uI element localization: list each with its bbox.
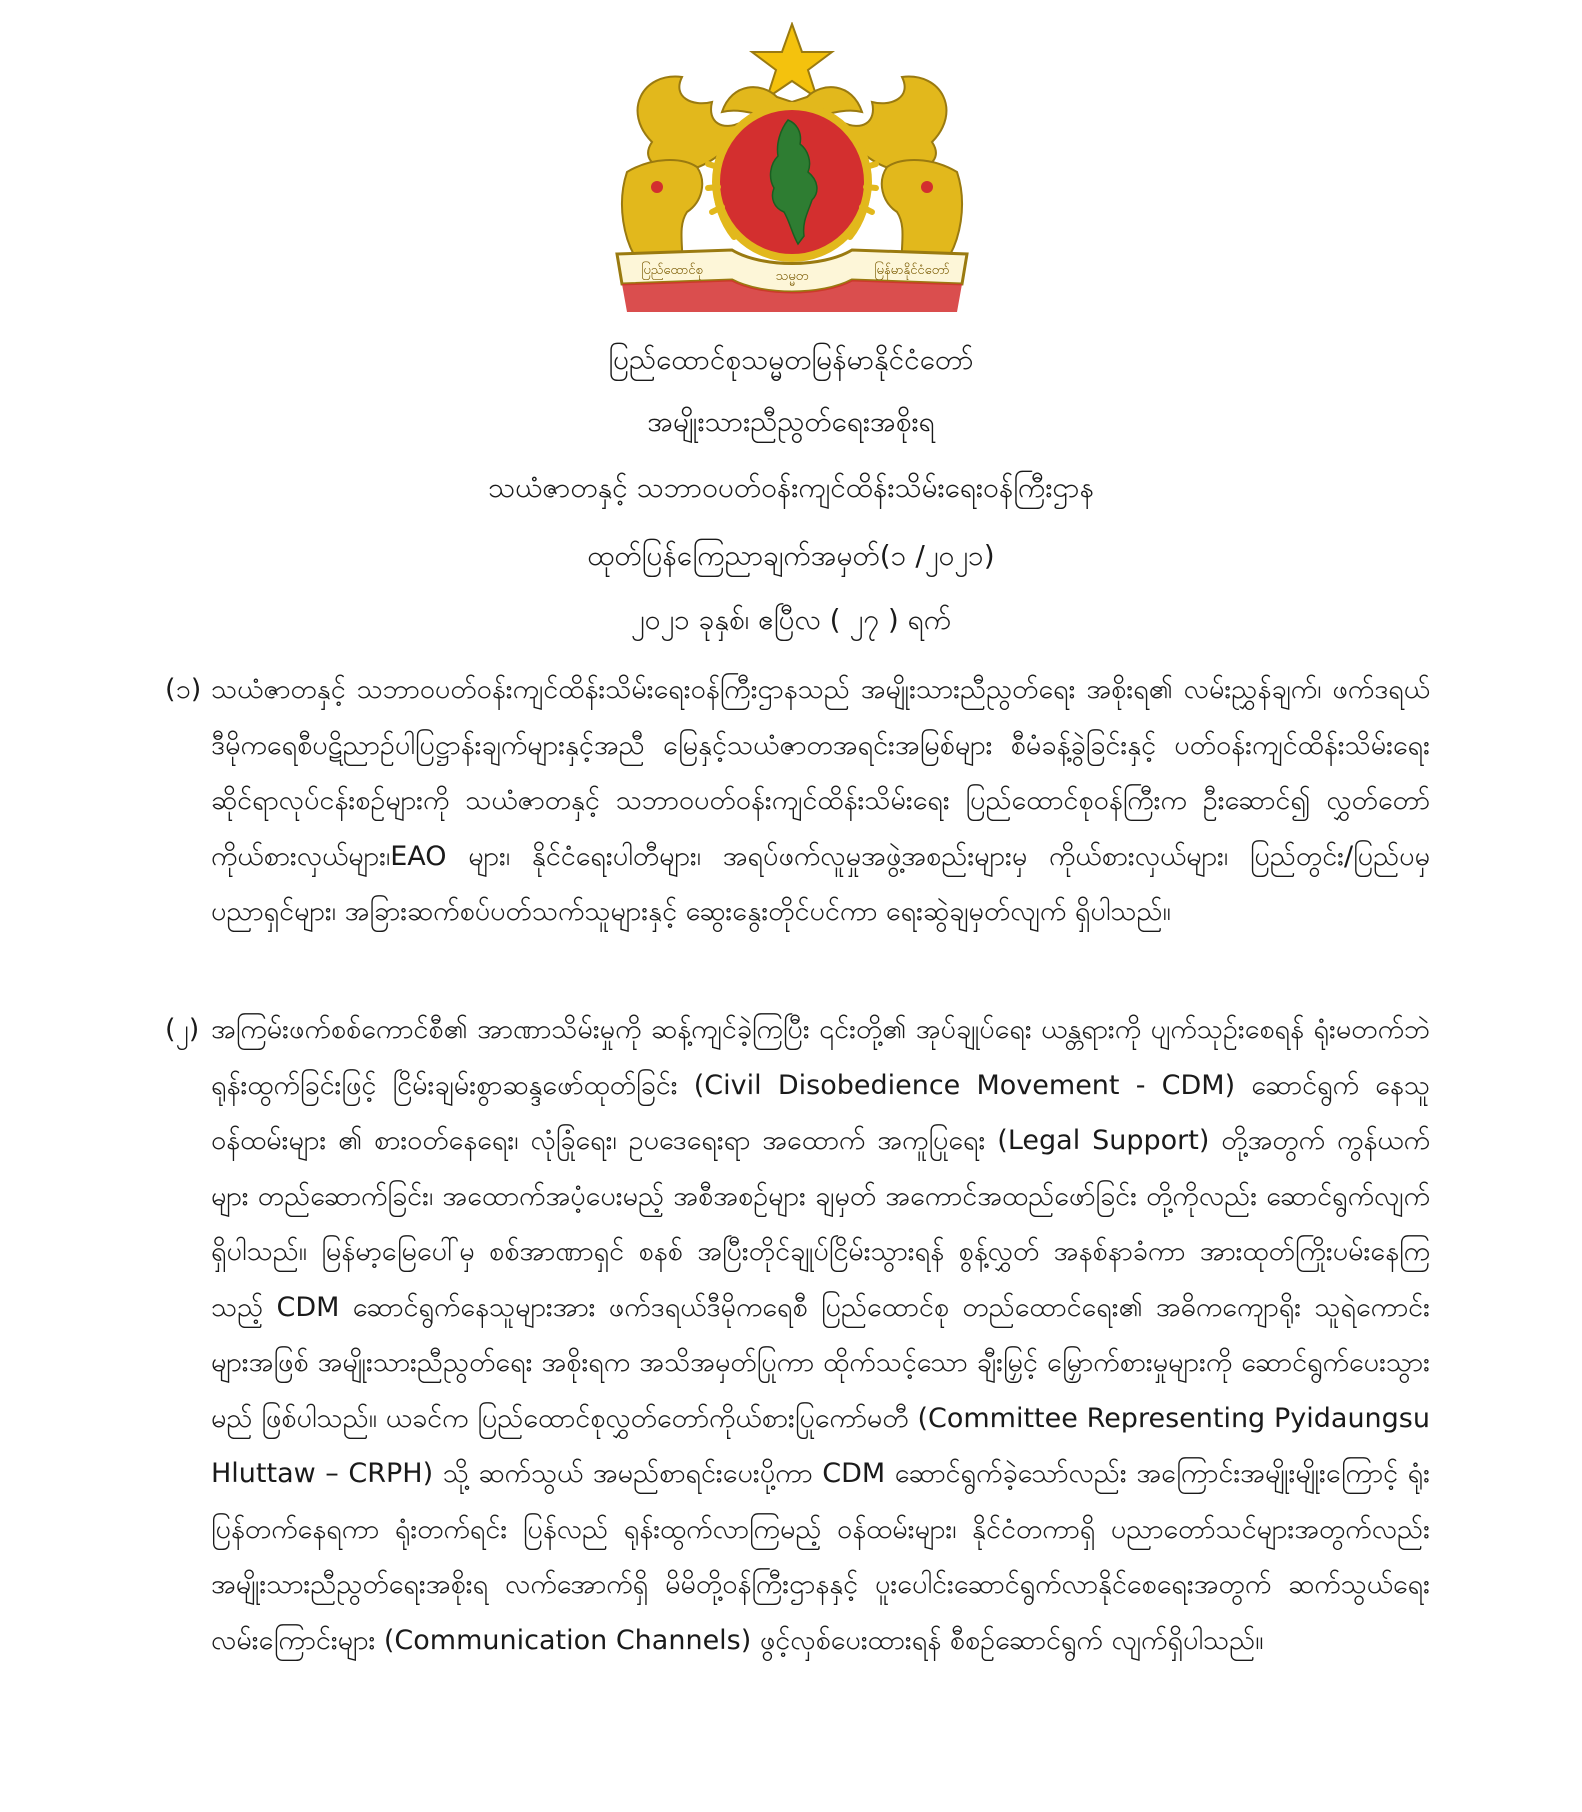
ribbon-right-text: မြန်မာနိုင်ငံတော် <box>874 263 950 278</box>
ministry-name-heading: သယံဇာတနှင့် သဘာဝပတ်ဝန်းကျင်ထိန်းသိမ်းရေးဝန်ကြီးဌာန <box>488 471 1094 504</box>
paragraph-text: သယံဇာတနှင့် သဘာဝပတ်ဝန်းကျင်ထိန်းသိမ်းရေးဝန်ကြီးဌာနသည် အမျိုးသားညီညွတ်ရေး အစိုးရ၏ လမ်းညွှန်ချက်၊ ဖက်ဒရယ်ဒီမိုကရေစီပဋိညာဉ်ပါပြဋ္ဌာန်းချက်များနှင့်အညီ မြေနှင့်သယံဇာတအရင်းအမြစ်များ စီမံခန့်ခွဲခြင်းနှင့် ပတ်ဝန်းကျင်ထိန်းသိမ်းရေးဆိုင်ရာလုပ်ငန်းစဉ်များကို သယံဇာတနှင့် သဘာဝပတ်ဝန်းကျင်ထိန်းသိမ်းရေး ပြည်ထောင်စုဝန်ကြီးက ဦးဆောင်၍ လွှတ်တော်ကိုယ်စားလှယ်များ၊EAO များ၊ နိုင်ငံရေးပါတီများ၊ အရပ်ဖက်လူမှုအဖွဲ့အစည်းများမှ ကိုယ်စားလှယ်များ၊ ပြည်တွင်း/ပြည်ပမှ ပညာရှင်များ၊ အခြားဆက်စပ်ပတ်သက်သူများနှင့် ဆွေးနွေးတိုင်ပင်ကာ ရေးဆွဲချမှတ်လျက် ရှိပါသည်။ <box>211 674 1430 927</box>
ribbon-left-text: ပြည်ထောင်စု <box>641 263 703 278</box>
paragraph-1 <box>165 662 1430 940</box>
ribbon-center-text: သမ္မတ <box>775 269 809 284</box>
paragraph-text: အကြမ်းဖက်စစ်ကောင်စီ၏ အာဏာသိမ်းမှုကို ဆန့်ကျင်ခဲ့ကြပြီး ၎င်းတို့၏ အုပ်ချုပ်ရေး ယန္တရားကို ပျက်သုဉ်းစေရန် ရုံးမတက်ဘဲ ရုန်းထွက်ခြင်းဖြင့် ငြိမ်းချမ်းစွာဆန္ဒဖော်ထုတ်ခြင်း (Civil Disobedience Movement - CDM) ဆောင်ရွက် နေသူ ဝန်ထမ်းများ ၏ စားဝတ်နေရေး၊ လုံခြုံရေး၊ ဥပဒေရေးရာ အထောက် အကူပြုရေး (Legal Support) တို့အတွက် ကွန်ယက်များ တည်ဆောက်ခြင်း၊ အထောက်အပံ့ပေးမည့် အစီအစဉ်များ ချမှတ် အကောင်အထည်ဖော်ခြင်း တို့ကိုလည်း ဆောင်ရွက်လျက်ရှိပါသည်။ မြန်မာ့မြေပေါ်မှ စစ်အာဏာရှင် စနစ် အပြီးတိုင်ချုပ်ငြိမ်းသွားရန် စွန့်လွှတ် အနစ်နာခံကာ အားထုတ်ကြိုးပမ်းနေကြသည့် CDM ဆောင်ရွက်နေသူများအား ဖက်ဒရယ်ဒီမိုကရေစီ ပြည်ထောင်စု တည်ထောင်ရေး၏ အဓိကကျောရိုး သူရဲကောင်းများအဖြစ် အမျိုးသားညီညွတ်ရေး အစိုးရက အသိအမှတ်ပြုကာ ထိုက်သင့်သော ချီးမြှင့် မြှောက်စားမှုများကို ဆောင်ရွက်ပေးသွားမည် ဖြစ်ပါသည်။ ယခင်က ပြည်ထောင်စုလွှတ်တော်ကိုယ်စားပြုကော်မတီ (Committee Representing Pyidaungsu Hluttaw – CRPH) သို့ ဆက်သွယ် အမည်စာရင်းပေးပို့ကာ CDM ဆောင်ရွက်ခဲ့သော်လည်း အကြောင်းအမျိုးမျိုးကြောင့် ရုံးပြန်တက်နေရကာ ရုံးတက်ရင်း ပြန်လည် ရုန်းထွက်လာကြမည့် ဝန်ထမ်းများ၊ နိုင်ငံတကာရှိ ပညာတော်သင်များအတွက်လည်း အမျိုးသားညီညွတ်ရေးအစိုးရ လက်အောက်ရှိ မိမိတို့ဝန်ကြီးဌာနနှင့် ပူးပေါင်းဆောင်ရွက်လာနိုင်စေရေးအတွက် ဆက်သွယ်ရေး လမ်းကြောင်းများ (Communication Channels) ဖွင့်လှစ်ပေးထားရန် စီစဉ်ဆောင်ရွက် လျက်ရှိပါသည်။ <box>211 1014 1430 1656</box>
paragraph-number: (၂) <box>165 1014 200 1045</box>
statement-number-heading: ထုတ်ပြန်ကြေညာချက်အမှတ်(၁ /၂၀၂၁) <box>587 539 995 572</box>
state-seal-icon <box>612 22 972 318</box>
paragraph-number: (၁) <box>165 674 202 705</box>
country-name-heading: ပြည်ထောင်စုသမ္မတမြန်မာနိုင်ငံတော် <box>608 343 974 376</box>
star-icon <box>752 24 832 98</box>
government-name-heading: အမျိုးသားညီညွတ်ရေးအစိုးရ <box>647 405 935 438</box>
paragraph-2 <box>165 1002 1430 1668</box>
statement-date-heading: ၂၀၂၁ ခုနှစ်၊ ဧပြီလ ( ၂၇ ) ရက် <box>630 603 952 636</box>
